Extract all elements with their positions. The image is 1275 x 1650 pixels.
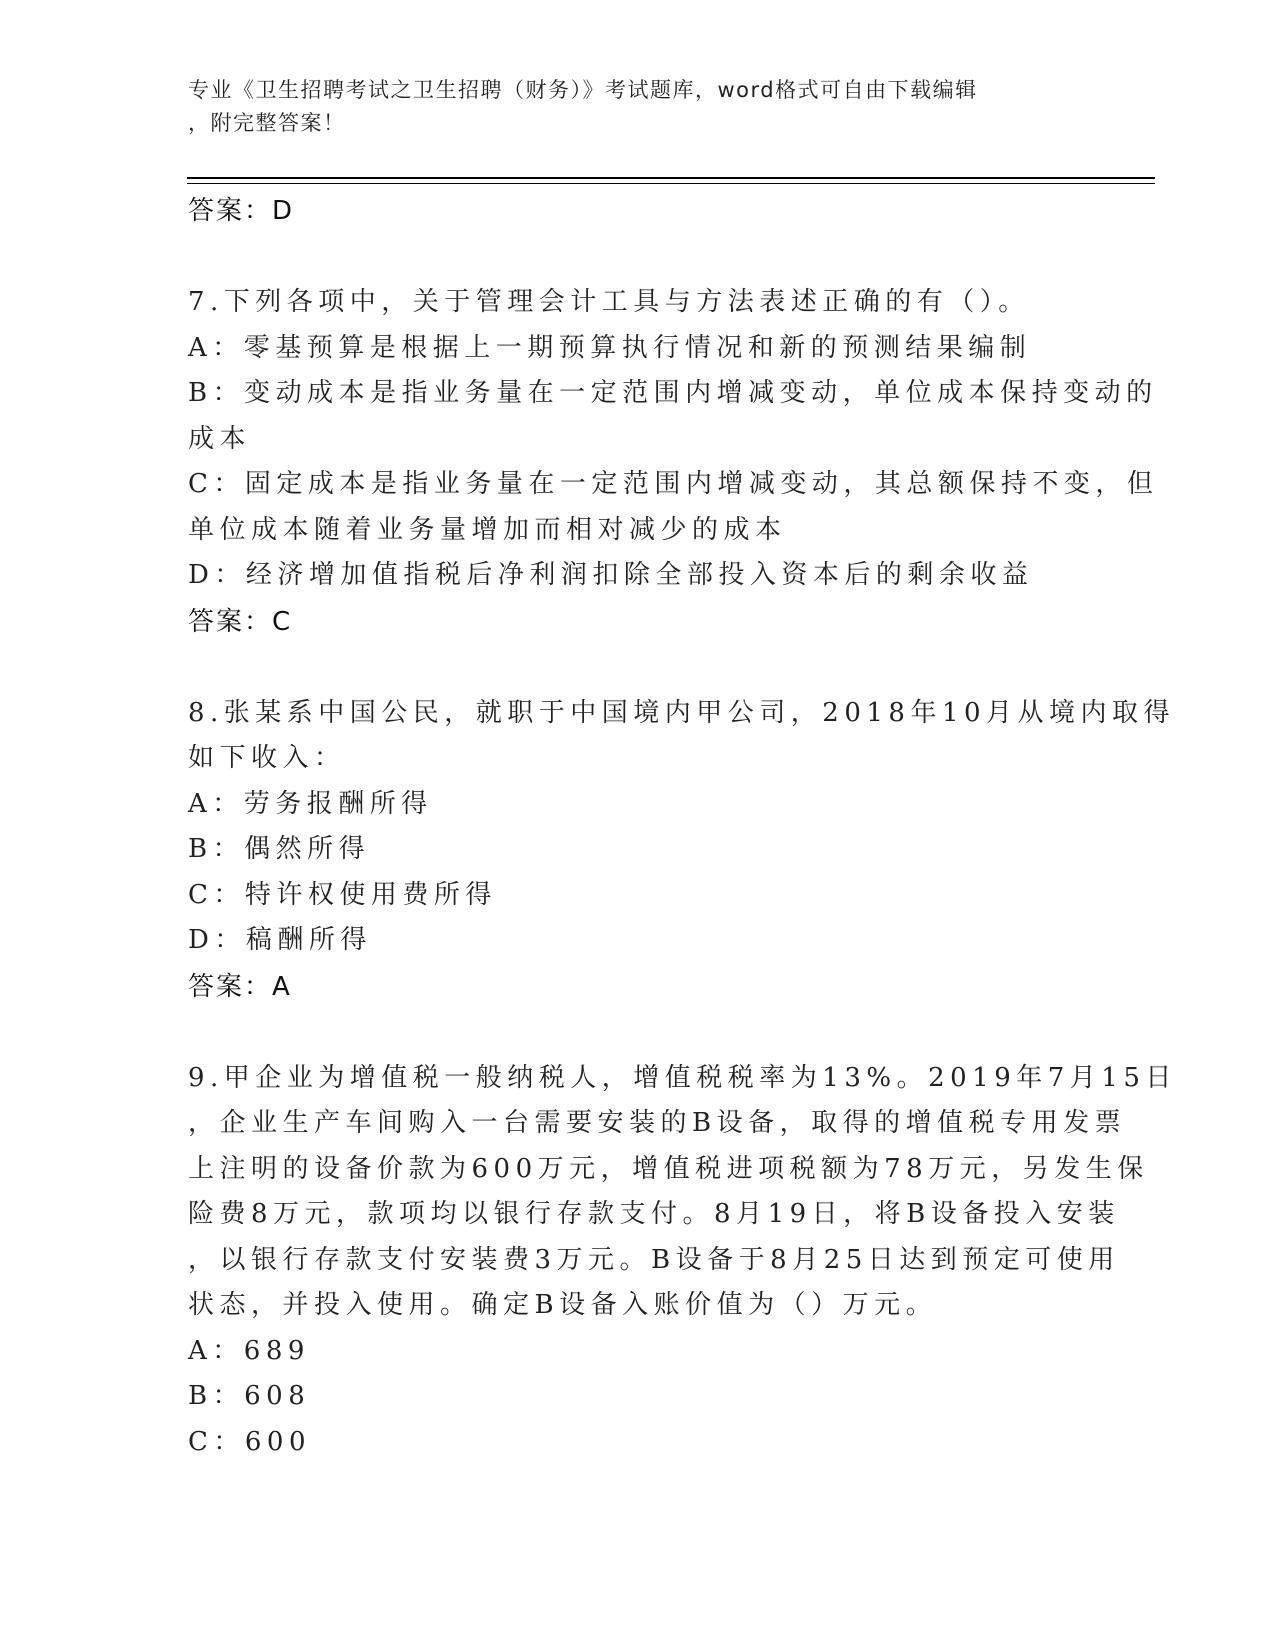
question-text-continued: 如下收入： [188, 743, 346, 773]
option-b-continued: 成本 [188, 423, 252, 454]
question-text-continued: 上注明的设备价款为600万元，增值税进项税额为78万元，另发生保 [188, 1153, 1149, 1184]
question-text: 8.张某系中国公民，就职于中国境内甲公司，2018年10月从境内取得 [188, 697, 1176, 728]
question-text: 7.下列各项中，关于管理会计工具与方法表述正确的有（）。 [188, 287, 1030, 317]
option-a: A：689 [188, 1335, 310, 1366]
header-divider [187, 177, 1155, 179]
option-c: C：固定成本是指业务量在一定范围内增减变动，其总额保持不变，但 [188, 469, 1159, 499]
spacer [188, 645, 1088, 691]
spacer [188, 1010, 1088, 1056]
option-a: A：零基预算是根据上一期预算执行情况和新的预测结果编制 [188, 332, 1032, 363]
spacer [188, 234, 1088, 280]
header-line: ，附完整答案！ [188, 111, 346, 135]
document-header [188, 74, 1068, 140]
question-text: 9.甲企业为增值税一般纳税人，增值税税率为13%。2019年7月15日 [188, 1062, 1177, 1093]
question-text-continued: ，企业生产车间购入一台需要安装的B设备，取得的增值税专用发票 [188, 1108, 1127, 1138]
question-text-continued: 状态，并投入使用。确定B设备入账价值为（）万元。 [188, 1290, 938, 1320]
question-text-continued: ，以银行存款支付安装费3万元。B设备于8月25日达到预定可使用 [188, 1244, 1120, 1275]
option-c-continued: 单位成本随着业务量增加而相对减少的成本 [188, 514, 787, 545]
document-content [188, 188, 1177, 1465]
question-8 [188, 691, 1176, 1010]
header-line: 专业《卫生招聘考试之卫生招聘（财务）》考试题库，word格式可自由下载编辑 [188, 78, 978, 102]
question-7 [188, 280, 1159, 645]
option-d: D：稿酬所得 [188, 925, 372, 955]
option-b: B：偶然所得 [188, 834, 371, 864]
option-c: C：600 [188, 1426, 312, 1457]
header-divider-thin [187, 183, 1155, 184]
option-a: A：劳务报酬所得 [188, 788, 433, 819]
option-d: D：经济增加值指税后净利润扣除全部投入资本后的剩余收益 [188, 560, 1034, 590]
answer-line: 答案：D [188, 196, 295, 226]
question-9 [188, 1056, 1177, 1466]
answer-line: 答案：C [188, 606, 293, 637]
option-b: B：608 [188, 1381, 311, 1411]
question-text-continued: 险费8万元，款项均以银行存款支付。8月19日，将B设备投入安装 [188, 1199, 1120, 1229]
option-b: B：变动成本是指业务量在一定范围内增减变动，单位成本保持变动的 [188, 378, 1158, 408]
answer-line: 答案：A [188, 971, 292, 1002]
option-c: C：特许权使用费所得 [188, 879, 497, 910]
